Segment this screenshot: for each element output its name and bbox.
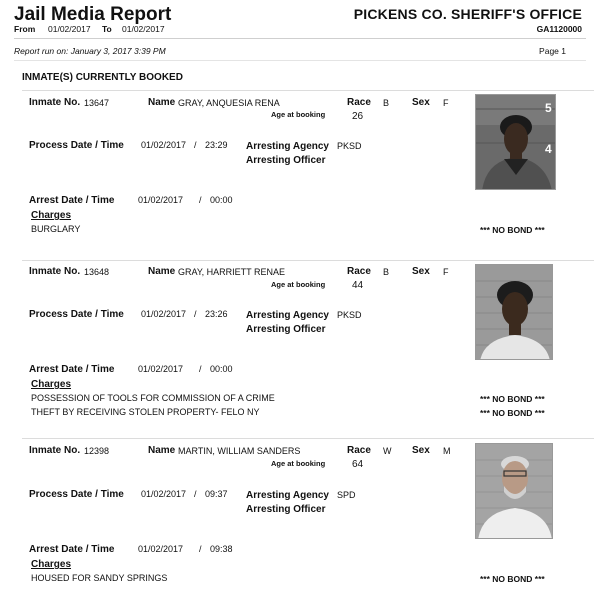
slash: /: [199, 544, 202, 554]
mugshot-photo: [475, 94, 556, 190]
name-value: GRAY, ANQUESIA RENA: [178, 98, 280, 108]
process-label: Process Date / Time: [29, 489, 124, 500]
age-value: 64: [352, 459, 364, 470]
arrest-date: 01/02/2017: [138, 364, 184, 374]
name-label: Name: [148, 266, 176, 277]
report-title: Jail Media Report: [14, 4, 172, 25]
process-time: 23:26: [205, 309, 228, 319]
name-value: MARTIN, WILLIAM SANDERS: [178, 446, 301, 456]
arrest-date: 01/02/2017: [138, 195, 184, 205]
name-label: Name: [148, 445, 176, 456]
slash: /: [194, 309, 197, 319]
subheader-divider: [14, 60, 586, 61]
inmate-no-value: 12398: [84, 446, 110, 456]
arresting-agency-value: SPD: [337, 490, 356, 500]
arresting-agency-value: PKSD: [337, 141, 362, 151]
charge-text: BURGLARY: [31, 224, 81, 234]
record-divider: [22, 260, 594, 261]
svg-text:4: 4: [545, 142, 552, 156]
from-label: From: [14, 24, 36, 34]
process-date: 01/02/2017: [141, 309, 187, 319]
sex-value: F: [443, 98, 449, 108]
charge-text: HOUSED FOR SANDY SPRINGS: [31, 573, 168, 583]
arresting-agency-label: Arresting Agency: [246, 141, 329, 152]
inmate-no-value: 13648: [84, 267, 110, 277]
sex-value: M: [443, 446, 451, 456]
race-value: W: [383, 446, 392, 456]
name-value: GRAY, HARRIETT RENAE: [178, 267, 286, 277]
process-label: Process Date / Time: [29, 309, 124, 320]
report-code: GA1120000: [536, 24, 582, 34]
process-time: 09:37: [205, 489, 228, 499]
arrest-time: 09:38: [210, 544, 233, 554]
charge-text: THEFT BY RECEIVING STOLEN PROPERTY- FELO NY: [31, 407, 260, 417]
charges-label: Charges: [31, 379, 72, 390]
age-label: Age at booking: [271, 110, 326, 119]
sex-label: Sex: [412, 97, 430, 108]
slash: /: [199, 195, 202, 205]
record-divider: [22, 438, 594, 439]
arresting-officer-label: Arresting Officer: [246, 155, 326, 166]
arresting-agency-label: Arresting Agency: [246, 490, 329, 501]
from-date: 01/02/2017: [48, 24, 91, 34]
arresting-officer-label: Arresting Officer: [246, 504, 326, 515]
charges-label: Charges: [31, 559, 72, 570]
arresting-agency-value: PKSD: [337, 310, 362, 320]
inmate-no-label: Inmate No.: [29, 97, 81, 108]
arresting-officer-label: Arresting Officer: [246, 324, 326, 335]
to-label: To: [102, 24, 112, 34]
bond-status: *** NO BOND ***: [480, 574, 545, 584]
race-label: Race: [347, 445, 371, 456]
header-divider: [14, 38, 586, 39]
name-label: Name: [148, 97, 176, 108]
section-title: INMATE(S) CURRENTLY BOOKED: [22, 72, 183, 83]
inmate-no-label: Inmate No.: [29, 266, 81, 277]
mugshot-photo: [475, 443, 553, 539]
inmate-no-value: 13647: [84, 98, 110, 108]
inmate-no-label: Inmate No.: [29, 445, 81, 456]
record-divider: [22, 90, 594, 91]
page-number: Page 1: [539, 46, 566, 56]
to-date: 01/02/2017: [122, 24, 165, 34]
process-date: 01/02/2017: [141, 489, 187, 499]
mugshot-photo: [475, 264, 553, 360]
sex-value: F: [443, 267, 449, 277]
slash: /: [199, 364, 202, 374]
office-name: PICKENS CO. SHERIFF'S OFFICE: [353, 6, 582, 22]
bond-status: *** NO BOND ***: [480, 394, 545, 404]
age-label: Age at booking: [271, 459, 326, 468]
arrest-time: 00:00: [210, 364, 233, 374]
race-label: Race: [347, 97, 371, 108]
race-value: B: [383, 267, 390, 277]
slash: /: [194, 140, 197, 150]
report-run-on: Report run on: January 3, 2017 3:39 PM: [14, 46, 166, 56]
race-label: Race: [347, 266, 371, 277]
arrest-label: Arrest Date / Time: [29, 364, 115, 375]
age-value: 26: [352, 111, 364, 122]
sex-label: Sex: [412, 445, 430, 456]
arrest-label: Arrest Date / Time: [29, 195, 115, 206]
process-time: 23:29: [205, 140, 228, 150]
race-value: B: [383, 98, 390, 108]
arrest-time: 00:00: [210, 195, 233, 205]
arrest-date: 01/02/2017: [138, 544, 184, 554]
arresting-agency-label: Arresting Agency: [246, 310, 329, 321]
process-date: 01/02/2017: [141, 140, 187, 150]
bond-status: *** NO BOND ***: [480, 225, 545, 235]
charge-text: POSSESSION OF TOOLS FOR COMMISSION OF A CRIME: [31, 393, 275, 403]
svg-text:5: 5: [545, 101, 552, 115]
slash: /: [194, 489, 197, 499]
age-label: Age at booking: [271, 280, 326, 289]
charges-label: Charges: [31, 210, 72, 221]
age-value: 44: [352, 280, 364, 291]
arrest-label: Arrest Date / Time: [29, 544, 115, 555]
bond-status: *** NO BOND ***: [480, 408, 545, 418]
process-label: Process Date / Time: [29, 140, 124, 151]
sex-label: Sex: [412, 266, 430, 277]
